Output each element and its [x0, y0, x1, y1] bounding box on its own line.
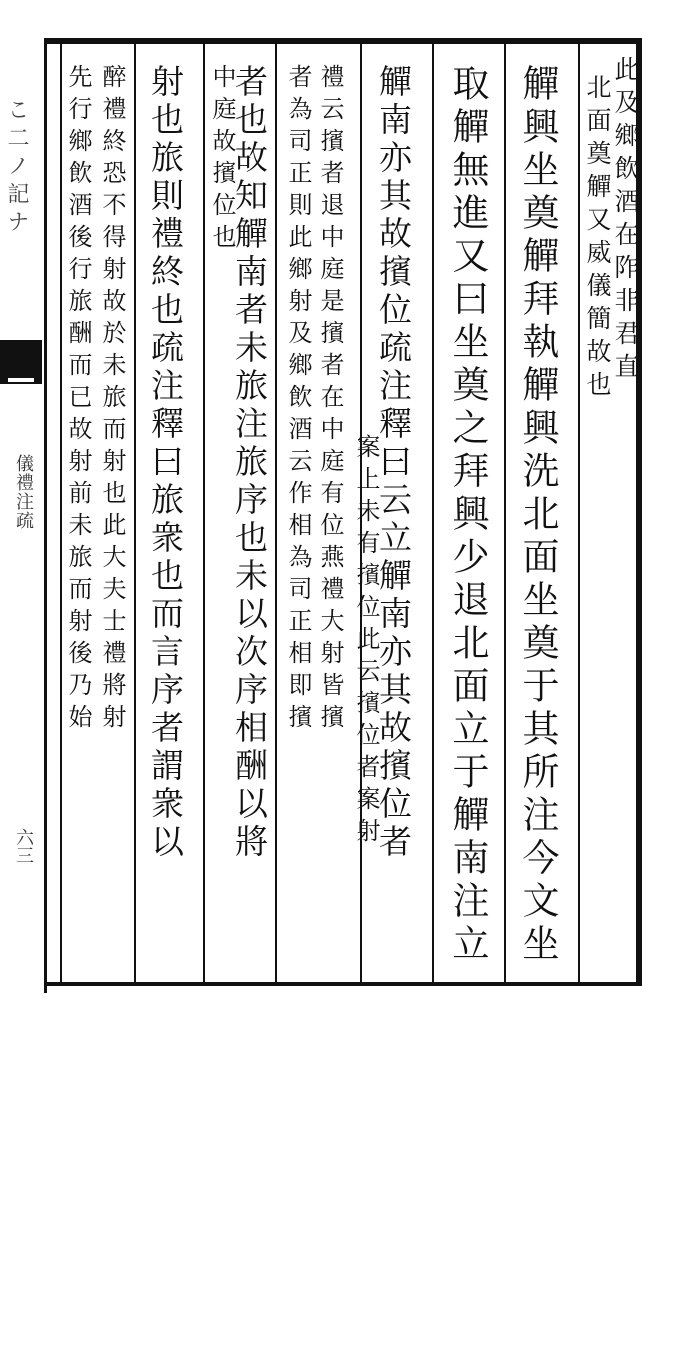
spine-top-text: こ二ノ記ナ	[4, 98, 29, 238]
text-column-11: 射也旅則禮終也疏注釋曰旅衆也而言序者謂衆以	[146, 64, 185, 862]
column-rule	[275, 44, 277, 984]
column-rule	[504, 44, 506, 984]
text-column-6: 案上未有擯位此云擯位者案射	[352, 434, 380, 850]
text-column-5: 觶南亦其故擯位疏注釋曰云立觶南亦其故擯位者	[374, 64, 413, 862]
text-column-1: 此及鄉飲酒在阼非君直	[611, 56, 640, 386]
fish-tail-mark	[0, 340, 42, 384]
spine-page-number: 六三	[13, 828, 34, 864]
column-rule	[578, 44, 580, 984]
text-column-13: 先行鄉飲酒後行旅酬而已故射前未旅而射後乃始	[64, 64, 92, 736]
text-column-2: 北面奠觶又威儀簡故也	[583, 74, 612, 404]
page-spine	[0, 38, 47, 993]
text-column-10: 中庭故擯位也	[208, 64, 236, 256]
text-column-8: 者為司正則此鄉射及鄉飲酒云作相為司正相即擯	[284, 64, 312, 736]
column-rule	[203, 44, 205, 984]
text-column-7: 禮云擯者退中庭是擯者在中庭有位燕禮大射皆擯	[316, 64, 344, 736]
text-column-12: 醉禮終恐不得射故於未旅而射也此大夫士禮將射	[98, 64, 126, 736]
column-rule	[60, 44, 62, 984]
column-rule	[432, 44, 434, 984]
column-rule	[134, 44, 136, 984]
text-column-9: 者也故知觶南者未旅注旅序也未以次序相酬以將	[230, 64, 269, 862]
text-column-3: 觶興坐奠觶拜執觶興洗北面坐奠于其所注今文坐	[516, 64, 559, 967]
text-column-4: 取觶無進又曰坐奠之拜興少退北面立于觶南注立	[446, 64, 489, 967]
spine-book-title: 儀禮注疏	[13, 454, 34, 530]
